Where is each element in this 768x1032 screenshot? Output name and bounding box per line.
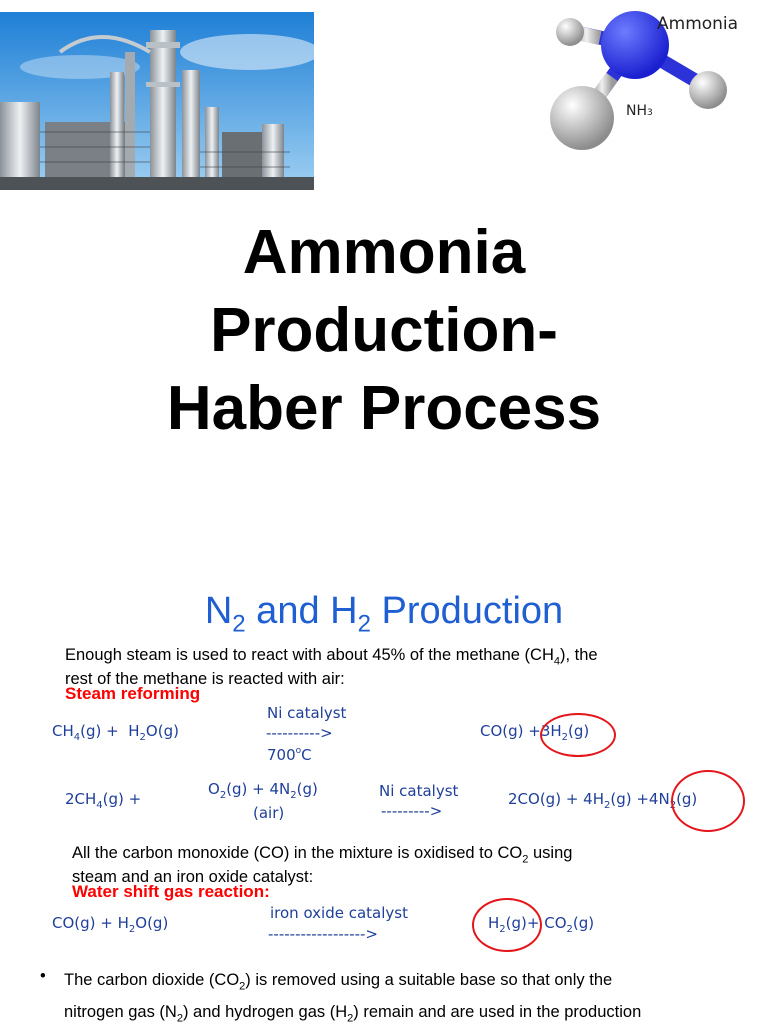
bullet-text: The carbon dioxide $(CO_2)$ is removed using a suitable base so that only the nitrogen gas $(N_2)$ and hydrogen gas $(H_2)$ remain and are used in the production	[64, 971, 642, 1025]
intro-paragraph: Enough steam is used to react with about 45% of the methane $(CH_4)$, the rest of the methane is reacted with air:	[65, 646, 598, 689]
eq1-reactants: $CH_4(g) + H_2O(g)$	[52, 722, 179, 743]
eq2-mid: $O_2(g) + 4N_2(g)$	[208, 780, 318, 801]
section-heading: $N_2$ and $H_2$ Production	[204, 590, 564, 638]
eq2-reactants: $2CH_4(g)$ +	[65, 790, 142, 811]
co-paragraph: All the carbon monoxide (CO) in the mixture is oxidised to $CO_2$ using steam and an iron oxide catalyst:	[72, 844, 573, 887]
molecule-label: Ammonia	[657, 14, 739, 34]
steam-reforming-label: Steam reforming	[65, 684, 201, 703]
title-line-2: Production-	[210, 296, 558, 365]
eq1-arrow: ---------->	[266, 724, 333, 742]
molecule-formula: NH3	[626, 103, 653, 119]
title-line-1: Ammonia	[242, 218, 526, 287]
title-line-3: Haber Process	[166, 374, 602, 443]
eq3-highlight-circle	[472, 898, 542, 952]
eq1-temperature: 700$^o$C	[267, 746, 312, 764]
eq3-reactants: $CO(g) + H_2O(g)$	[52, 914, 169, 935]
bullet-dot: •	[40, 967, 46, 985]
eq3-catalyst: iron oxide catalyst	[270, 904, 408, 922]
eq2-highlight-circle	[671, 770, 745, 832]
eq1-highlight-circle	[540, 713, 616, 757]
refinery-photo	[0, 12, 314, 190]
eq2-arrow: --------->	[381, 802, 443, 820]
eq3-products: $H_2(g)+ CO_2(g)$	[488, 914, 595, 935]
eq3-arrow: ------------------>	[268, 925, 378, 943]
eq1-catalyst: Ni catalyst	[267, 704, 347, 722]
eq2-catalyst: Ni catalyst	[379, 782, 459, 800]
eq2-air: (air)	[253, 804, 285, 822]
eq2-products: $2CO(g) + 4H_2(g) +4N_2(g)$	[508, 790, 698, 811]
water-shift-label: Water shift gas reaction:	[72, 882, 270, 901]
eq1-products: $CO(g) +3H_2(g)$	[480, 722, 590, 743]
